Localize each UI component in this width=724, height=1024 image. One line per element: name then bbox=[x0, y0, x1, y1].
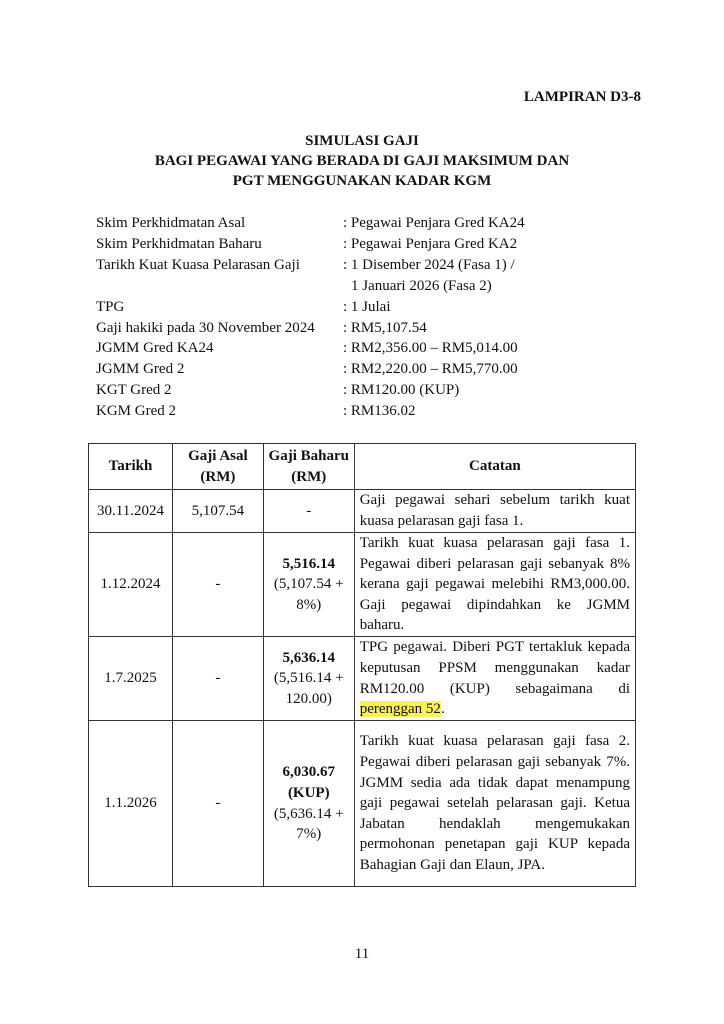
table-row bbox=[89, 721, 636, 887]
gaji-baharu-calc: 120.00) bbox=[285, 690, 332, 707]
catatan-end: . bbox=[440, 701, 445, 718]
info-row bbox=[96, 297, 525, 318]
page-number: 11 bbox=[354, 946, 370, 962]
gaji-baharu-amount: 5,636.14 bbox=[282, 649, 336, 666]
title-line-2: BAGI PEGAWAI YANG BERADA DI GAJI MAKSIMUM DAN bbox=[154, 153, 570, 169]
header-gaji-baharu-line2: (RM) bbox=[291, 468, 327, 485]
info-row bbox=[96, 380, 525, 401]
info-value-continued: 1 Januari 2026 (Fasa 2) bbox=[351, 277, 492, 294]
info-label: KGM Gred 2 bbox=[96, 403, 176, 420]
info-row bbox=[96, 338, 525, 359]
info-value: : 1 Julai bbox=[343, 298, 391, 315]
cell-gaji-baharu bbox=[263, 721, 354, 887]
title-line-3: PGT MENGGUNAKAN KADAR KGM bbox=[232, 173, 492, 189]
gaji-baharu-calc: 7%) bbox=[296, 826, 322, 843]
info-row bbox=[96, 401, 525, 422]
highlighted-reference: perenggan 52 bbox=[359, 701, 441, 718]
gaji-baharu-amount: 5,516.14 bbox=[282, 555, 336, 572]
info-label: Skim Perkhidmatan Asal bbox=[96, 215, 246, 231]
info-label: Gaji hakiki pada 30 November 2024 bbox=[96, 319, 315, 336]
info-value: : Pegawai Penjara Gred KA24 bbox=[343, 215, 525, 231]
header-gaji-baharu-line1: Gaji Baharu bbox=[268, 447, 349, 464]
info-value: : RM2,356.00 – RM5,014.00 bbox=[343, 340, 518, 357]
info-value: : RM120.00 (KUP) bbox=[343, 382, 460, 399]
cell-gaji-baharu: - bbox=[263, 490, 354, 533]
info-row bbox=[96, 318, 525, 339]
header-gaji-baharu bbox=[263, 444, 354, 490]
cell-tarikh: 1.12.2024 bbox=[89, 533, 173, 637]
cell-tarikh: 30.11.2024 bbox=[89, 490, 173, 533]
cell-catatan: Tarikh kuat kuasa pelarasan gaji fasa 1. Pegawai diberi pelarasan gaji sebanyak 8% kerana gaji pegawai melebihi RM3,000.00. Gaji pegawai dipindahkan ke JGMM baharu. bbox=[354, 533, 635, 637]
gaji-baharu-calc: (5,636.14 + bbox=[273, 805, 344, 822]
info-row bbox=[96, 359, 525, 380]
cell-gaji-asal: - bbox=[172, 533, 263, 637]
gaji-baharu-calc: (5,107.54 + bbox=[273, 576, 344, 593]
title-line-1: SIMULASI GAJI bbox=[305, 133, 419, 149]
info-label: TPG bbox=[96, 298, 125, 315]
info-label: KGT Gred 2 bbox=[96, 382, 172, 399]
gaji-baharu-calc: 8%) bbox=[296, 596, 322, 613]
cell-gaji-asal: 5,107.54 bbox=[172, 490, 263, 533]
header-gaji-asal bbox=[172, 444, 263, 490]
header-gaji-asal-line2: (RM) bbox=[200, 468, 236, 485]
cell-tarikh: 1.1.2026 bbox=[89, 721, 173, 887]
info-label: JGMM Gred 2 bbox=[96, 361, 185, 378]
header-catatan: Catatan bbox=[354, 444, 635, 490]
info-label: Skim Perkhidmatan Baharu bbox=[96, 235, 262, 252]
info-value: : RM2,220.00 – RM5,770.00 bbox=[343, 361, 518, 378]
cell-gaji-baharu bbox=[263, 637, 354, 721]
table-row bbox=[89, 637, 636, 721]
salary-simulation-table bbox=[88, 443, 636, 887]
gaji-baharu-kup: (KUP) bbox=[287, 784, 330, 801]
info-value: : RM5,107.54 bbox=[343, 319, 427, 336]
appendix-label: LAMPIRAN D3-8 bbox=[523, 89, 641, 105]
header-gaji-asal-line1: Gaji Asal bbox=[188, 447, 248, 464]
cell-catatan bbox=[354, 637, 635, 721]
info-row bbox=[96, 255, 525, 276]
cell-catatan: Tarikh kuat kuasa pelarasan gaji fasa 2. Pegawai diberi pelarasan gaji sebanyak 7%. JGMM sedia ada tidak dapat menampung gaji pegawai setelah pelarasan gaji. Ketua Jabatan hendaklah mengemukakan permohonan penetapan gaji KUP kepada Bahagian Gaji dan Elaun, JPA. bbox=[354, 721, 635, 887]
info-row bbox=[96, 276, 525, 297]
cell-gaji-baharu bbox=[263, 533, 354, 637]
document-title bbox=[0, 131, 724, 191]
cell-catatan: Gaji pegawai sehari sebelum tarikh kuat kuasa pelarasan gaji fasa 1. bbox=[354, 490, 635, 533]
gaji-baharu-amount: 6,030.67 bbox=[282, 764, 336, 781]
header-tarikh: Tarikh bbox=[89, 444, 173, 490]
table-header-row bbox=[89, 444, 636, 490]
cell-gaji-asal: - bbox=[172, 637, 263, 721]
cell-gaji-asal: - bbox=[172, 721, 263, 887]
table-row bbox=[89, 490, 636, 533]
cell-tarikh: 1.7.2025 bbox=[89, 637, 173, 721]
catatan-text: TPG pegawai. Diberi PGT tertakluk kepada keputusan PPSM menggunakan kadar RM120.00 (KUP) sebagaimana di bbox=[359, 639, 630, 697]
info-list bbox=[96, 213, 525, 422]
info-value: : 1 Disember 2024 (Fasa 1) / bbox=[343, 256, 515, 273]
gaji-baharu-calc: (5,516.14 + bbox=[273, 670, 344, 687]
info-label: Tarikh Kuat Kuasa Pelarasan Gaji bbox=[96, 256, 300, 273]
info-label: JGMM Gred KA24 bbox=[96, 340, 214, 357]
info-label-empty bbox=[96, 276, 343, 297]
info-value: : Pegawai Penjara Gred KA2 bbox=[343, 235, 518, 252]
table-row bbox=[89, 533, 636, 637]
info-row bbox=[96, 234, 525, 255]
info-value: : RM136.02 bbox=[343, 403, 416, 420]
info-row bbox=[96, 213, 525, 234]
